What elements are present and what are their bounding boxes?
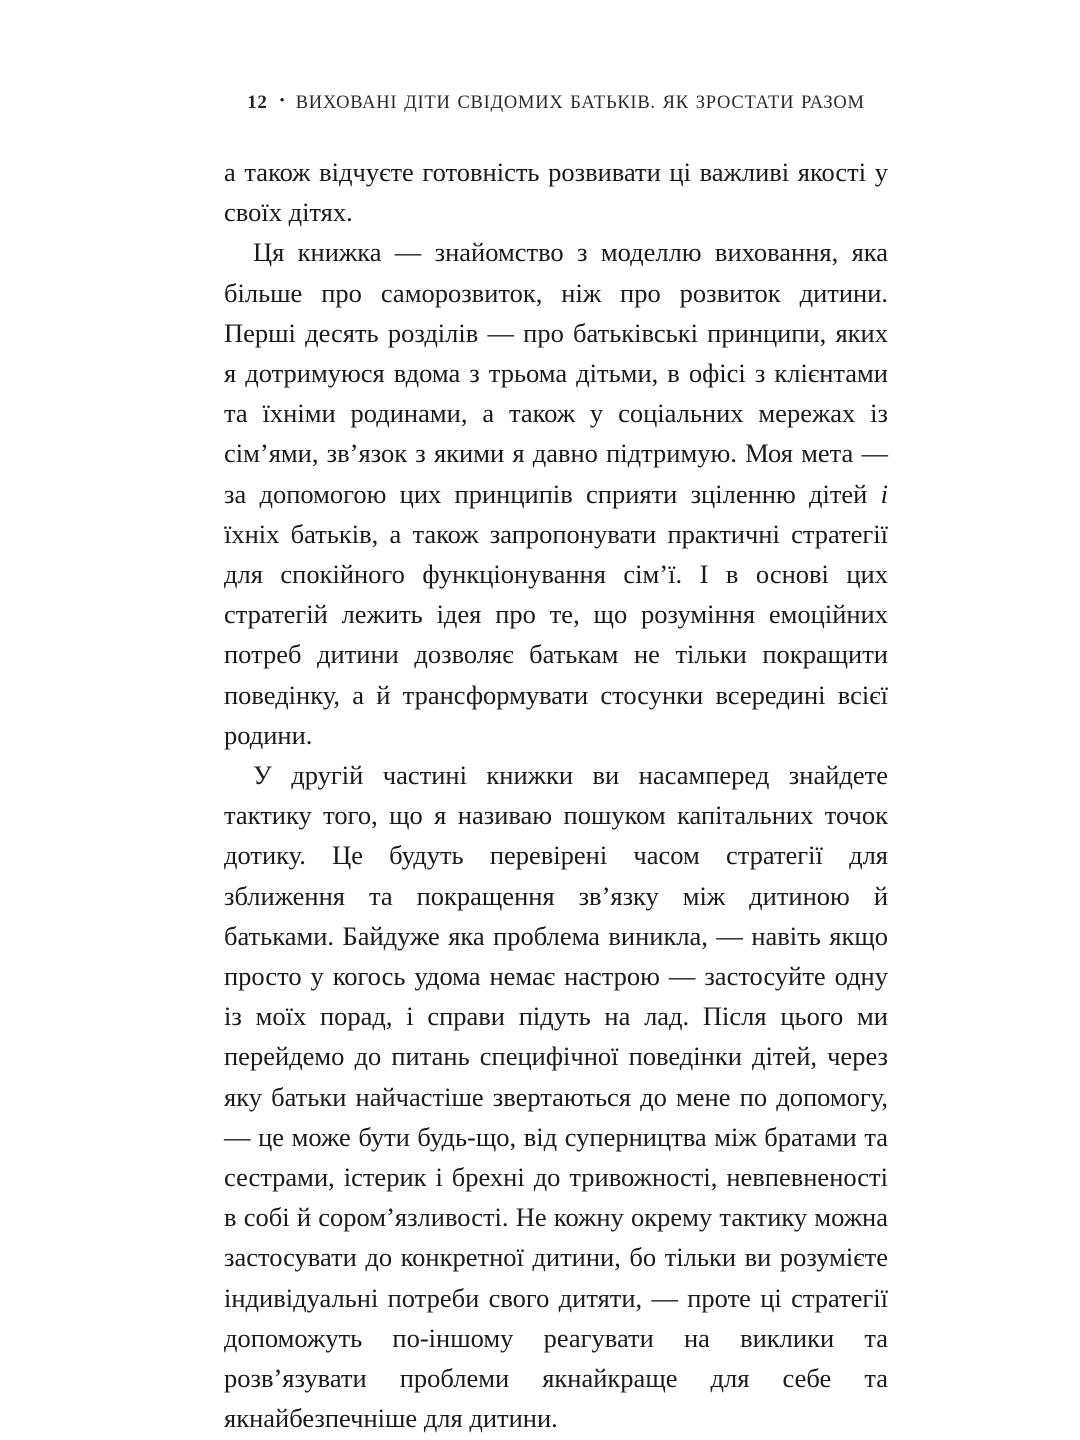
paragraph-3: У другій частині книжки ви насамперед знайдете тактику того, що я називаю пошуком капітальних точок дотику. Це будуть перевірені часом стратегії для зближення та покращення зв’язку між дитиною й батьками. Байдуже яка проблема виникла, — навіть якщо просто у когось удома немає настрою — застосуйте одну із моїх порад, і справи підуть на лад. Після цього ми перейдемо до питань специфічної поведінки дітей, через яку батьки найчастіше звертаються до мене по допомогу, — це може бути будь-що, від суперництва між братами та сестрами, істерик і брехні до тривожності, невпевненості в собі й сором’язливості. Не кожну окрему тактику можна застосувати до конкретної дитини, бо тільки ви розумієте індивідуальні потреби свого дитяти, — проте ці стратегії допоможуть по-іншому реагувати на виклики та розв’язувати проблеми якнайкраще для себе та якнайбезпечніше для дитини. bbox=[224, 760, 888, 1434]
paragraph-2-part-2: їхніх батьків, а також запропонувати практичні стратегії для спокійного функціонування сім’ї. І в основі цих стратегій лежить ідея про те, що розуміння емоційних потреб дитини дозволяє батькам не тільки покращити поведінку, а й трансформувати стосунки всередині всієї родини. bbox=[224, 518, 888, 750]
running-head-title: ВИХОВАНІ ДІТИ СВІДОМИХ БАТЬКІВ. ЯК ЗРОСТАТИ РАЗОМ bbox=[295, 93, 865, 113]
paragraph-1: а також відчуєте готовність розвивати ці важливі якості у своїх дітях. bbox=[224, 157, 888, 228]
body-text-block bbox=[224, 152, 888, 1439]
bullet-separator-icon: • bbox=[279, 93, 285, 109]
paragraph-2-italic-emphasis: і bbox=[880, 478, 888, 509]
running-head bbox=[224, 92, 888, 120]
page-number: 12 bbox=[247, 92, 268, 113]
paragraph-2-part-1: Ця книжка — знайомство з моделлю виховання, яка більше про саморозвиток, ніж про розвиток дитини. Перші десять розділів — про батьківські принципи, яких я дотримуюся вдома з трьома дітьми, в офісі з клієнтами та їхніми родинами, а також у соціальних мережах із сім’ями, зв’язок з якими я давно підтримую. Моя мета — за допомогою цих принципів сприяти зціленню дітей bbox=[224, 237, 888, 509]
paragraph-2 bbox=[224, 232, 888, 755]
